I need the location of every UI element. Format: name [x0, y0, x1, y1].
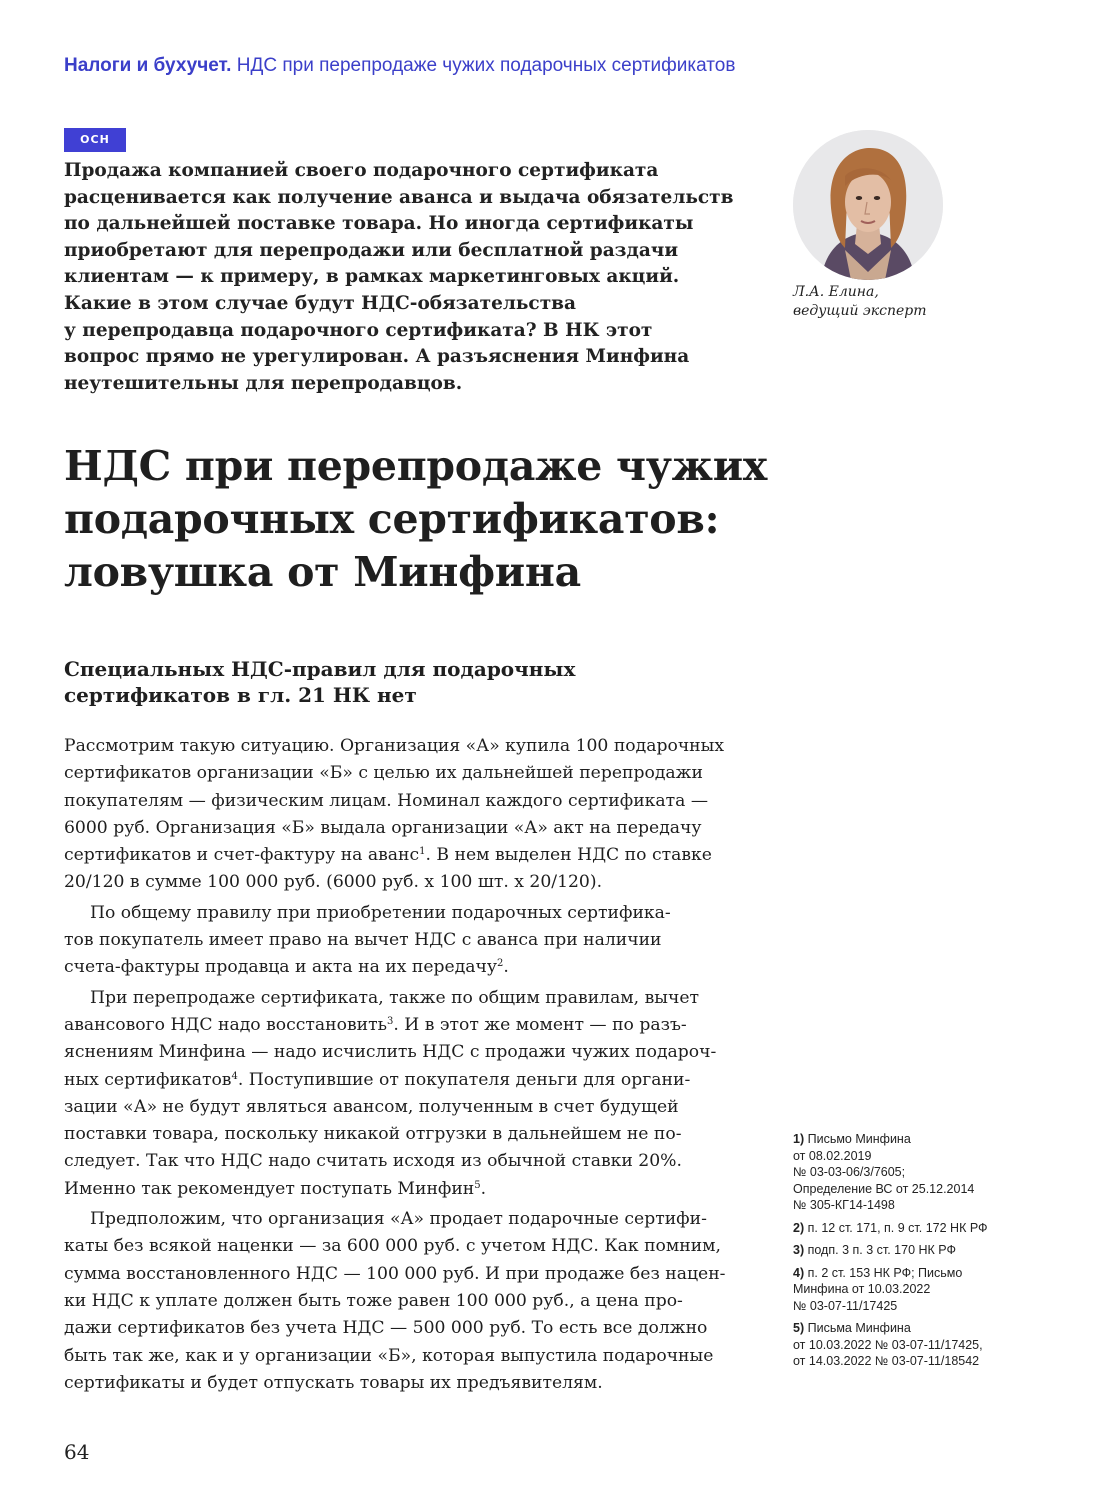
footnote-number: 2) — [793, 1220, 805, 1235]
body-text-run: быть так же, как и у организации «Б», которая выпустила подарочные — [64, 1345, 714, 1366]
running-head — [64, 55, 735, 77]
footnote-line — [793, 1242, 1033, 1259]
body-line — [64, 1148, 744, 1175]
body-text-run: следует. Так что НДС надо считать исходя из обычной ставки 20%. — [64, 1151, 682, 1172]
title-line: ловушка от Минфина — [64, 548, 581, 596]
title-line: НДС при перепродаже чужих — [64, 442, 767, 490]
subtitle-line: сертификатов в гл. 21 НК нет — [64, 683, 417, 707]
lead-paragraph — [64, 158, 754, 397]
footnote-text: № 03-03-06/3/7605; — [793, 1165, 906, 1179]
body-line — [64, 788, 744, 815]
title-line: подарочных сертификатов: — [64, 495, 720, 543]
footnote-text: п. 12 ст. 171, п. 9 ст. 172 НК РФ — [807, 1220, 988, 1235]
lead-line: неутешительны для перепродавцов. — [64, 372, 463, 394]
lead-line: вопрос прямо не урегулирован. А разъяснения Минфина — [64, 346, 690, 368]
footnote-number: 1) — [793, 1132, 805, 1146]
body-text-run: 6000 руб. Организация «Б» выдала организации «А» акт на передачу — [64, 817, 702, 838]
article-title — [64, 440, 767, 599]
footnote-line — [793, 1197, 1033, 1214]
body-text-run: покупателям — физическим лицам. Номинал каждого сертификата — — [64, 790, 709, 811]
body-line — [64, 1288, 744, 1315]
body-line — [64, 927, 744, 954]
footnote-line — [793, 1320, 1033, 1337]
footnote-number: 5) — [793, 1321, 805, 1335]
body-line — [64, 815, 744, 842]
body-line — [64, 1039, 744, 1066]
author-role: ведущий эксперт — [793, 303, 927, 319]
body-text-run: . — [503, 957, 509, 978]
body-text-run: тов покупатель имеет право на вычет НДС с аванса при наличии — [64, 930, 662, 951]
body-text-run: каты без всякой наценки — за 600 000 руб. с учетом НДС. Как помним, — [64, 1236, 721, 1257]
body-text-run: Рассмотрим такую ситуацию. Организация «А» купила 100 подарочных — [64, 736, 725, 756]
subtitle-line: Специальных НДС-правил для подарочных — [64, 657, 576, 681]
footnote — [793, 1220, 1033, 1237]
footnote-ref: 3 — [386, 1015, 394, 1027]
body-text-run: . — [480, 1178, 487, 1199]
footnote — [793, 1242, 1033, 1259]
tax-system-badge: ОСН — [64, 128, 126, 152]
body-line — [64, 1176, 744, 1203]
body-line — [64, 954, 744, 981]
body-line — [64, 1343, 744, 1370]
body-line — [64, 733, 744, 760]
footnote-ref: 5 — [474, 1179, 481, 1191]
body-text-run: По общему правилу при приобретении подарочных сертифика- — [90, 902, 671, 923]
footnote-line — [793, 1220, 1033, 1237]
body-line — [64, 1012, 744, 1039]
author-caption — [793, 283, 927, 321]
author-name: Л.А. Елина, — [793, 284, 879, 300]
body-line — [64, 1206, 744, 1233]
body-text-run: поставки товара, поскольку никакой отгрузки в дальнейшем не по- — [64, 1124, 682, 1145]
lead-line: по дальнейшей поставке товара. Но иногда сертификаты — [64, 213, 694, 235]
running-head-section: Налоги и бухучет. — [64, 55, 232, 76]
body-line — [64, 1121, 744, 1148]
footnote-ref: 1 — [419, 846, 426, 858]
lead-line: клиентам — к примеру, в рамках маркетинговых акций. — [64, 266, 680, 288]
footnote-line — [793, 1353, 1033, 1370]
footnote-text: п. 2 ст. 153 НК РФ; Письмо — [807, 1265, 963, 1280]
article-body — [64, 733, 744, 1397]
footnote-text: Определение ВС от 25.12.2014 — [793, 1181, 975, 1196]
footnote-number: 3) — [793, 1243, 805, 1257]
footnote-line — [793, 1265, 1033, 1282]
footnote-line — [793, 1148, 1033, 1165]
footnote-text: Минфина от 10.03.2022 — [793, 1282, 931, 1296]
lead-line: расценивается как получение аванса и выдача обязательств — [64, 186, 734, 208]
page-number: 64 — [64, 1440, 90, 1464]
body-text-run: зации «А» не будут являться авансом, полученным в счет будущей — [64, 1096, 679, 1117]
body-text-run: сумма восстановленного НДС — 100 000 руб. И при продаже без нацен- — [64, 1263, 726, 1284]
footnote-text: № 305-КГ14-1498 — [793, 1198, 895, 1212]
body-line — [64, 900, 744, 927]
body-text-run: Предположим, что организация «А» продает подарочные сертифи- — [90, 1209, 707, 1230]
footnote-line — [793, 1164, 1033, 1181]
body-text-run: сертификаты и будет отпускать товары их предъявителям. — [64, 1372, 603, 1393]
body-line — [64, 760, 744, 787]
footnote-line — [793, 1181, 1033, 1198]
footnote-number: 4) — [793, 1265, 805, 1280]
footnote-ref: 4 — [231, 1070, 238, 1082]
footnote-line — [793, 1131, 1033, 1148]
footnote — [793, 1131, 1033, 1214]
body-text-run: яснениям Минфина — надо исчислить НДС с продажи чужих подароч- — [64, 1042, 717, 1063]
lead-line: Какие в этом случае будут НДС-обязательства — [64, 292, 577, 314]
body-text-run: Именно так рекомендует поступать Минфин — [64, 1178, 475, 1199]
body-text-run: . И в этот же момент — по разъ- — [393, 1014, 687, 1035]
footnote-text: Письмо Минфина — [807, 1132, 911, 1146]
body-text-run: счета-фактуры продавца и акта на их передачу — [64, 957, 498, 978]
footnote-text: от 08.02.2019 — [793, 1148, 872, 1163]
body-line — [64, 869, 744, 896]
body-text-run: сертификатов организации «Б» с целью их дальнейшей перепродажи — [64, 763, 703, 784]
lead-line: Продажа компанией своего подарочного сертификата — [64, 160, 659, 181]
footnote-text: подп. 3 п. 3 ст. 170 НК РФ — [807, 1243, 956, 1257]
footnote-text: Письма Минфина — [807, 1321, 911, 1335]
footnote-text: № 03-07-11/17425 — [793, 1298, 898, 1313]
lead-line: у перепродавца подарочного сертификата? В НК этот — [64, 319, 653, 341]
footnote-text: от 14.03.2022 № 03-07-11/18542 — [793, 1354, 980, 1368]
body-text-run: ки НДС к уплате должен быть тоже равен 100 000 руб., а цена про- — [64, 1290, 683, 1311]
body-text-run: сертификатов и счет-фактуру на аванс — [64, 845, 420, 866]
footnotes — [793, 1131, 1033, 1376]
body-line — [64, 1067, 744, 1094]
author-photo — [793, 130, 943, 280]
body-text-run: дажи сертификатов без учета НДС — 500 000 руб. То есть все должно — [64, 1318, 708, 1339]
footnote — [793, 1265, 1033, 1315]
body-line — [64, 1315, 744, 1342]
body-line — [64, 842, 744, 869]
body-text-run: . В нем выделен НДС по ставке — [425, 845, 712, 866]
footnote-text: от 10.03.2022 № 03-07-11/17425, — [793, 1337, 983, 1352]
body-text-run: . Поступившие от покупателя деньги для органи- — [237, 1069, 691, 1090]
footnote — [793, 1320, 1033, 1370]
body-line — [64, 985, 744, 1012]
footnote-line — [793, 1298, 1033, 1315]
footnote-line — [793, 1337, 1033, 1354]
body-line — [64, 1370, 744, 1397]
body-line — [64, 1261, 744, 1288]
body-text-run: авансового НДС надо восстановить — [64, 1014, 387, 1035]
footnote-line — [793, 1281, 1033, 1298]
lead-line: приобретают для перепродажи или бесплатной раздачи — [64, 239, 679, 261]
body-line — [64, 1233, 744, 1260]
footnote-ref: 2 — [497, 958, 504, 970]
body-text-run: При перепродаже сертификата, также по общим правилам, вычет — [90, 987, 700, 1008]
section-heading — [64, 656, 575, 708]
body-text-run: 20/120 в сумме 100 000 руб. (6000 руб. х 100 шт. х 20/120). — [64, 872, 603, 893]
body-line — [64, 1094, 744, 1121]
body-text-run: ных сертификатов — [64, 1069, 232, 1090]
running-head-title: НДС при перепродаже чужих подарочных сертификатов — [236, 55, 736, 76]
